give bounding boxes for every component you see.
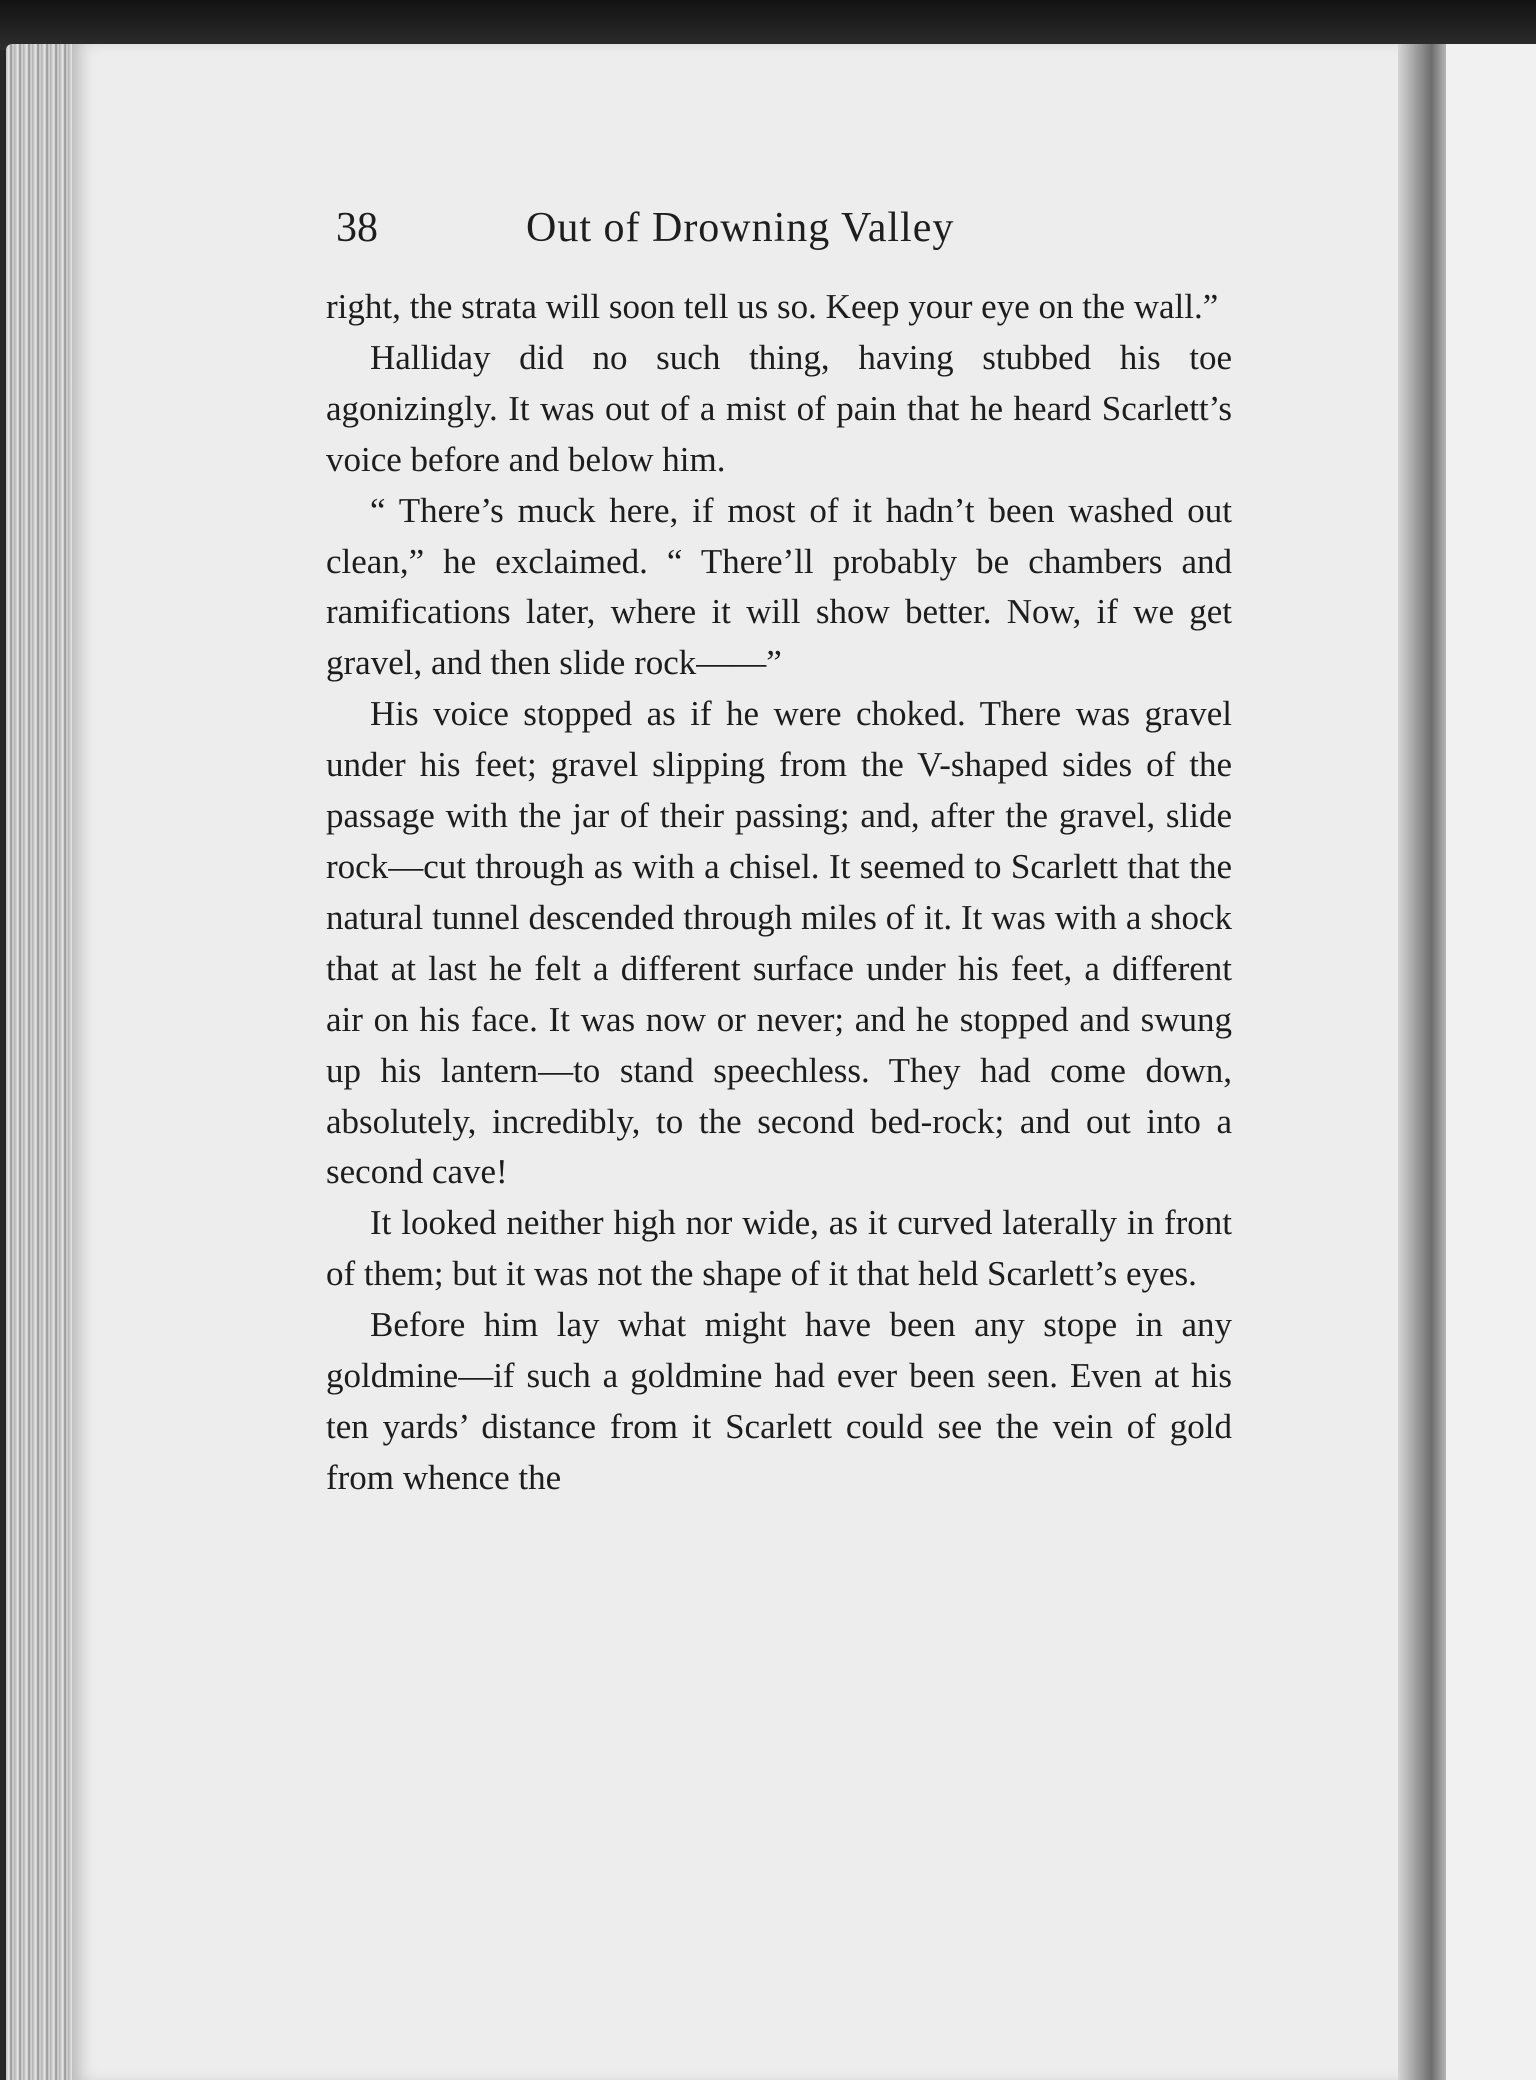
book-gutter	[1398, 44, 1446, 2080]
facing-page-edge	[1446, 44, 1536, 2080]
page-number: 38	[336, 205, 378, 251]
paragraph: Halliday did no such thing, having stubbed his toe agonizingly. It was out of a mist of pain that he heard Scarlett’s voice before and below him.	[326, 337, 1232, 479]
paragraph: Before him lay what might have been any stope in any goldmine—if such a goldmine had ever been seen. Even at his ten yards’ distance from it Scarlett could see the vein of gold from whence the	[326, 1305, 1232, 1497]
paragraph: It looked neither high nor wide, as it curved laterally in front of them; but it was not the shape of it that held Scarlett’s eyes.	[326, 1203, 1232, 1294]
paragraph: “ There’s muck here, if most of it hadn’t been washed out clean,” he exclaimed. “ There’ll probably be chambers and ramifications later, where it will show better. Now, if we get gravel, and then slide rock——”	[326, 490, 1232, 683]
running-head	[336, 196, 1236, 260]
body-text	[326, 282, 1232, 1504]
paragraph: His voice stopped as if he were choked. There was gravel under his feet; gravel slipping from the V-shaped sides of the passage with the jar of their passing; and, after the gravel, slide rock—cut through as with a chisel. It seemed to Scarlett that the natural tunnel descended through miles of it. It was with a shock that at last he felt a different surface under his feet, a different air on his face. It was now or never; and he stopped and swung up his lantern—to stand speechless. They had come down, absolutely, incredibly, to the second bed-rock; and out into a second cave!	[326, 694, 1232, 1192]
paragraph: right, the strata will soon tell us so. Keep your eye on the wall.”	[326, 287, 1219, 326]
book-cover-edge	[0, 0, 1536, 50]
running-title: Out of Drowning Valley	[526, 205, 955, 251]
